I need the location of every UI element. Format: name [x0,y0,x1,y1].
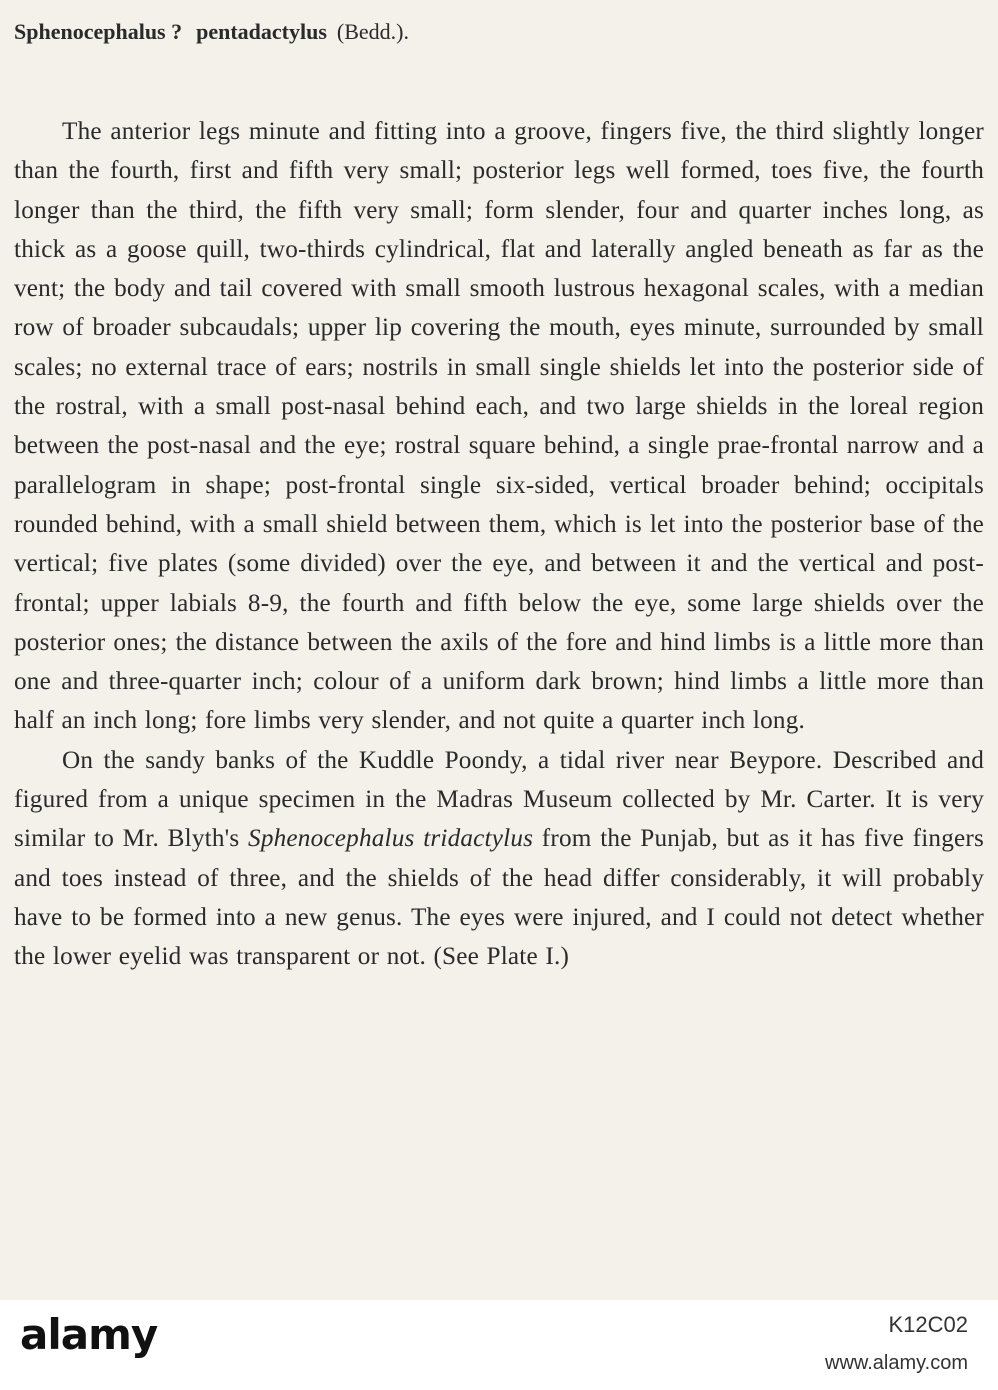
locality-paragraph [14,741,984,977]
italic-species-name: Sphenocephalus tridactylus [248,825,534,853]
locality-text-start: On the sandy banks of the Kuddle Poondy, a tidal river near Beypore. Described and figured from a unique specimen in the Madras Museum collected by Mr. Carter. It is very similar to Mr. Blyth's [14,746,984,853]
species-name: pentadactylus [196,19,327,44]
locality-text-end: from the Punjab, but as it has five fingers and toes instead of three, and the shields of the head differ considerably, it will probably have to be formed into a new genus. The eyes were injured, and I could not detect whether the lower eyelid was transparent or not. (See Plate I.) [14,825,984,971]
author-citation: (Bedd.). [336,19,410,44]
description-paragraph: The anterior legs minute and fitting into a groove, fingers five, the third slightly longer than the fourth, first and fifth very small; posterior legs well formed, toes five, the fourth longer than the third, the fifth very small; form slender, four and quarter inches long, as thick as a goose quill, two-thirds cylindrical, flat and laterally angled beneath as far as the vent; the body and tail covered with small smooth lustrous hexagonal scales, with a median row of broader subcaudals; upper lip covering the mouth, eyes minute, surrounded by small scales; no external trace of ears; nostrils in small single shields let into the posterior side of the rostral, with a small post-nasal behind each, and two large shields in the loreal region between the post-nasal and the eye; rostral square behind, a single prae-frontal narrow and a parallelogram in shape; post-frontal single six-sided, vertical broader behind; occipitals rounded behind, with a small shield between them, which is let into the posterior base of the vertical; five plates (some divided) over the eye, and between it and the vertical and post-frontal; upper labials 8-9, the fourth and fifth below the eye, some large shields over the posterior ones; the distance between the axils of the fore and hind limbs is a little more than one and three-quarter inch; colour of a uniform dark brown; hind limbs a little more than half an inch long; fore limbs very slender, and not quite a quarter inch long. [14,118,984,735]
stock-footer [0,1300,998,1390]
alamy-logo: alamy [20,1310,158,1359]
genus-name: Sphenocephalus ? [14,19,183,44]
image-id: K12C02 [888,1312,968,1337]
site-url: www.alamy.com [825,1352,968,1374]
species-heading [14,14,984,50]
